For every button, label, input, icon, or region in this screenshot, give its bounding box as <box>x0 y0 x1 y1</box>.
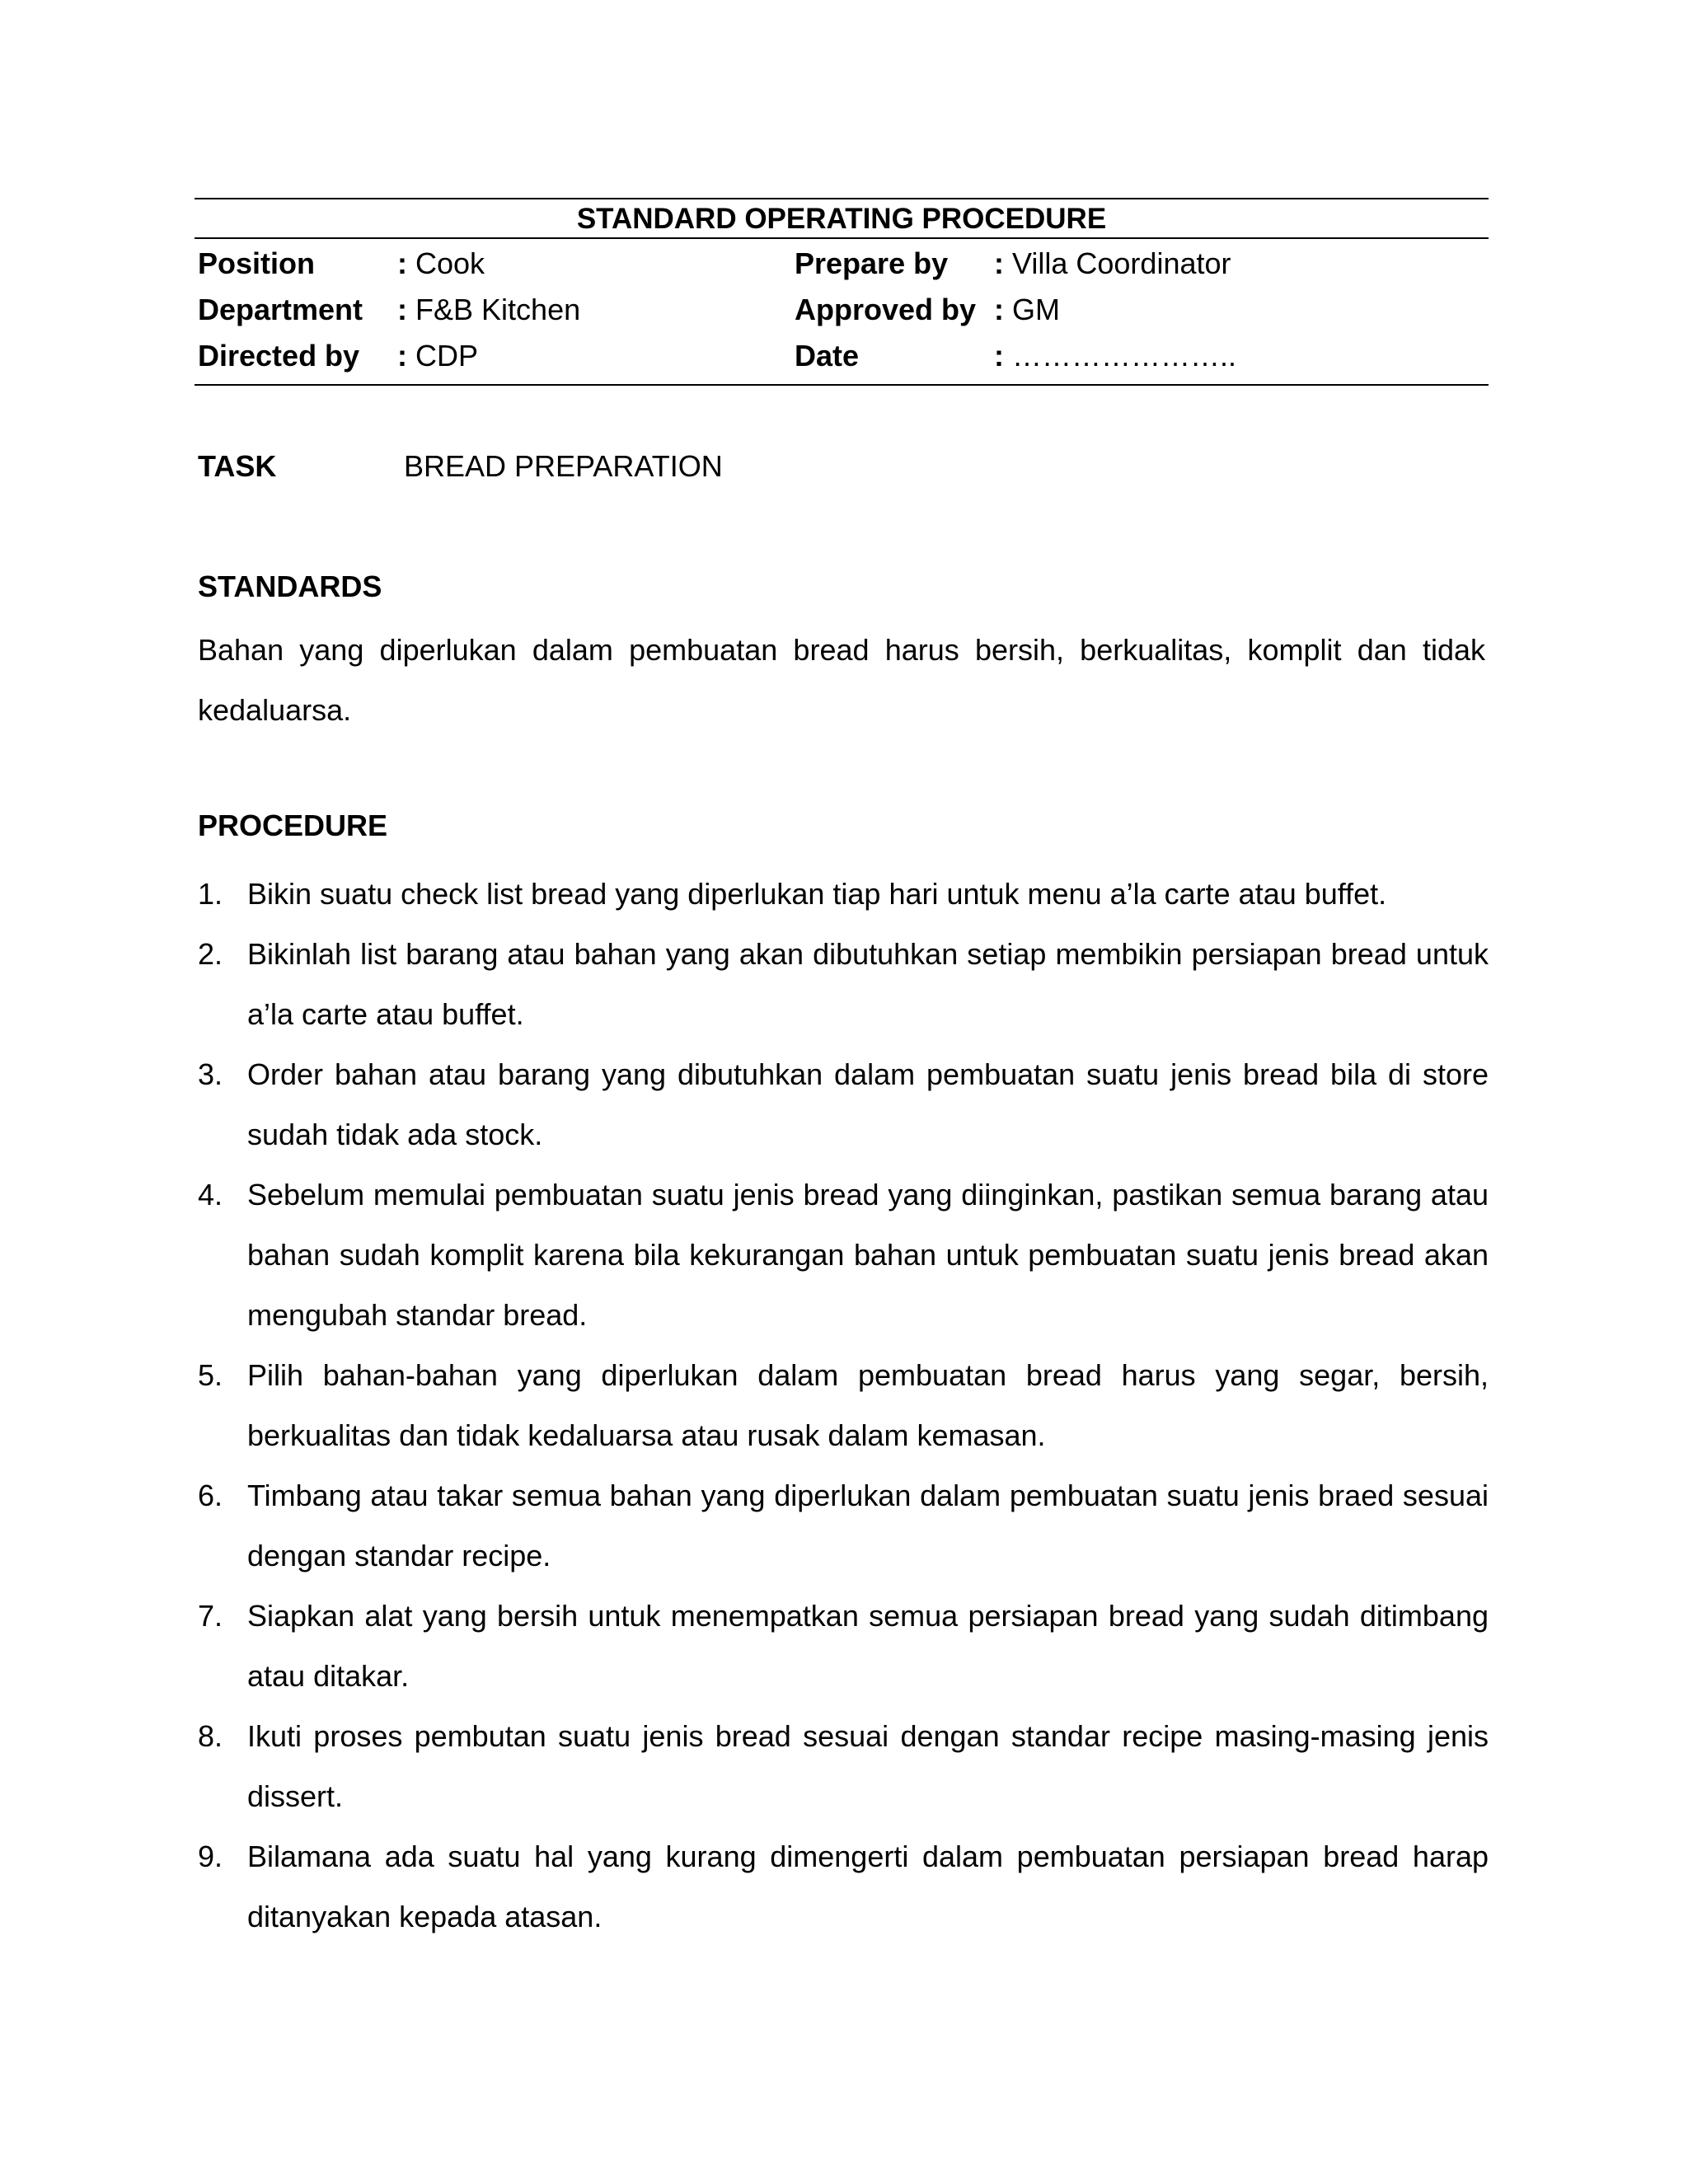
colon: : <box>397 293 407 326</box>
department-label: Department <box>198 293 363 326</box>
item-text: Pilih bahan-bahan yang diperlukan dalam pembuatan bread harus yang segar, bersih, berkualitas dan tidak kedaluarsa atau rusak dalam kemasan. <box>247 1358 1489 1452</box>
header-bottom-rule <box>195 384 1489 386</box>
procedure-item <box>198 1345 1489 1465</box>
standards-text: Bahan yang diperlukan dalam pembuatan bread harus bersih, berkualitas, komplit dan tidak kedaluarsa. <box>198 633 1485 727</box>
item-number: 6. <box>198 1479 223 1512</box>
prepare-by-label: Prepare by <box>795 246 949 280</box>
directed-by-value: CDP <box>415 339 479 373</box>
item-text: Sebelum memulai pembuatan suatu jenis bread yang diinginkan, pastikan semua barang atau bahan sudah komplit karena bila kekurangan bahan untuk pembuatan suatu jenis bread akan mengubah standar bread. <box>247 1178 1489 1332</box>
procedure-item <box>198 864 1489 924</box>
header-title-rule <box>195 237 1489 239</box>
document-title: STANDARD OPERATING PROCEDURE <box>576 203 1107 235</box>
colon: : <box>994 293 1004 326</box>
item-number: 5. <box>198 1358 223 1392</box>
date-value-wrap <box>994 341 1236 371</box>
meta-row-department <box>198 295 1489 331</box>
procedure-item <box>198 1465 1489 1586</box>
procedure-heading: PROCEDURE <box>198 808 388 842</box>
item-text: Ikuti proses pembutan suatu jenis bread sesuai dengan standar recipe masing-masing jenis dissert. <box>247 1719 1489 1813</box>
position-value-wrap <box>397 246 485 280</box>
prepare-by-value-wrap <box>994 246 1231 280</box>
procedure-item <box>198 1165 1489 1345</box>
procedure-item <box>198 1706 1489 1826</box>
prepare-by-value: Villa Coordinator <box>1012 246 1231 280</box>
item-number: 9. <box>198 1840 223 1873</box>
position-label: Position <box>198 246 315 280</box>
item-text: Bikin suatu check list bread yang diperlukan tiap hari untuk menu a’la carte atau buffet. <box>247 877 1387 911</box>
meta-row-position <box>198 246 1489 285</box>
procedure-list <box>198 864 1489 1947</box>
date-value: ………………….. <box>1012 339 1237 373</box>
item-text: Siapkan alat yang bersih untuk menempatkan semua persiapan bread yang sudah ditimbang atau ditakar. <box>247 1599 1489 1693</box>
department-value: F&B Kitchen <box>415 293 581 326</box>
procedure-item <box>198 1826 1489 1947</box>
item-number: 3. <box>198 1057 223 1091</box>
item-text: Bilamana ada suatu hal yang kurang dimengerti dalam pembuatan persiapan bread harap ditanyakan kepada atasan. <box>247 1840 1489 1933</box>
item-number: 7. <box>198 1599 223 1633</box>
department-value-wrap <box>397 295 580 325</box>
header-top-rule <box>195 198 1489 199</box>
date-label: Date <box>795 339 860 373</box>
directed-by-label: Directed by <box>198 339 360 373</box>
item-text: Order bahan atau barang yang dibutuhkan dalam pembuatan suatu jenis bread bila di store sudah tidak ada stock. <box>247 1057 1489 1151</box>
colon: : <box>994 339 1004 373</box>
colon: : <box>994 246 1004 280</box>
item-text: Timbang atau takar semua bahan yang diperlukan dalam pembuatan suatu jenis braed sesuai dengan standar recipe. <box>247 1479 1489 1572</box>
standards-heading: STANDARDS <box>198 569 382 603</box>
item-number: 2. <box>198 937 223 971</box>
item-number: 1. <box>198 877 223 911</box>
approved-by-value: GM <box>1012 293 1061 326</box>
approved-by-value-wrap <box>994 295 1060 325</box>
colon: : <box>397 246 407 280</box>
item-number: 8. <box>198 1719 223 1753</box>
colon: : <box>397 339 407 373</box>
procedure-item <box>198 1586 1489 1706</box>
approved-by-label: Approved by <box>795 293 977 326</box>
directed-by-value-wrap <box>397 341 478 371</box>
procedure-item <box>198 1044 1489 1165</box>
meta-row-directed <box>198 341 1489 377</box>
task-value: BREAD PREPARATION <box>404 449 723 483</box>
position-value: Cook <box>415 246 485 280</box>
procedure-item <box>198 924 1489 1044</box>
item-text: Bikinlah list barang atau bahan yang akan dibutuhkan setiap membikin persiapan bread untuk a’la carte atau buffet. <box>247 937 1489 1031</box>
task-label: TASK <box>198 449 277 483</box>
item-number: 4. <box>198 1178 223 1212</box>
